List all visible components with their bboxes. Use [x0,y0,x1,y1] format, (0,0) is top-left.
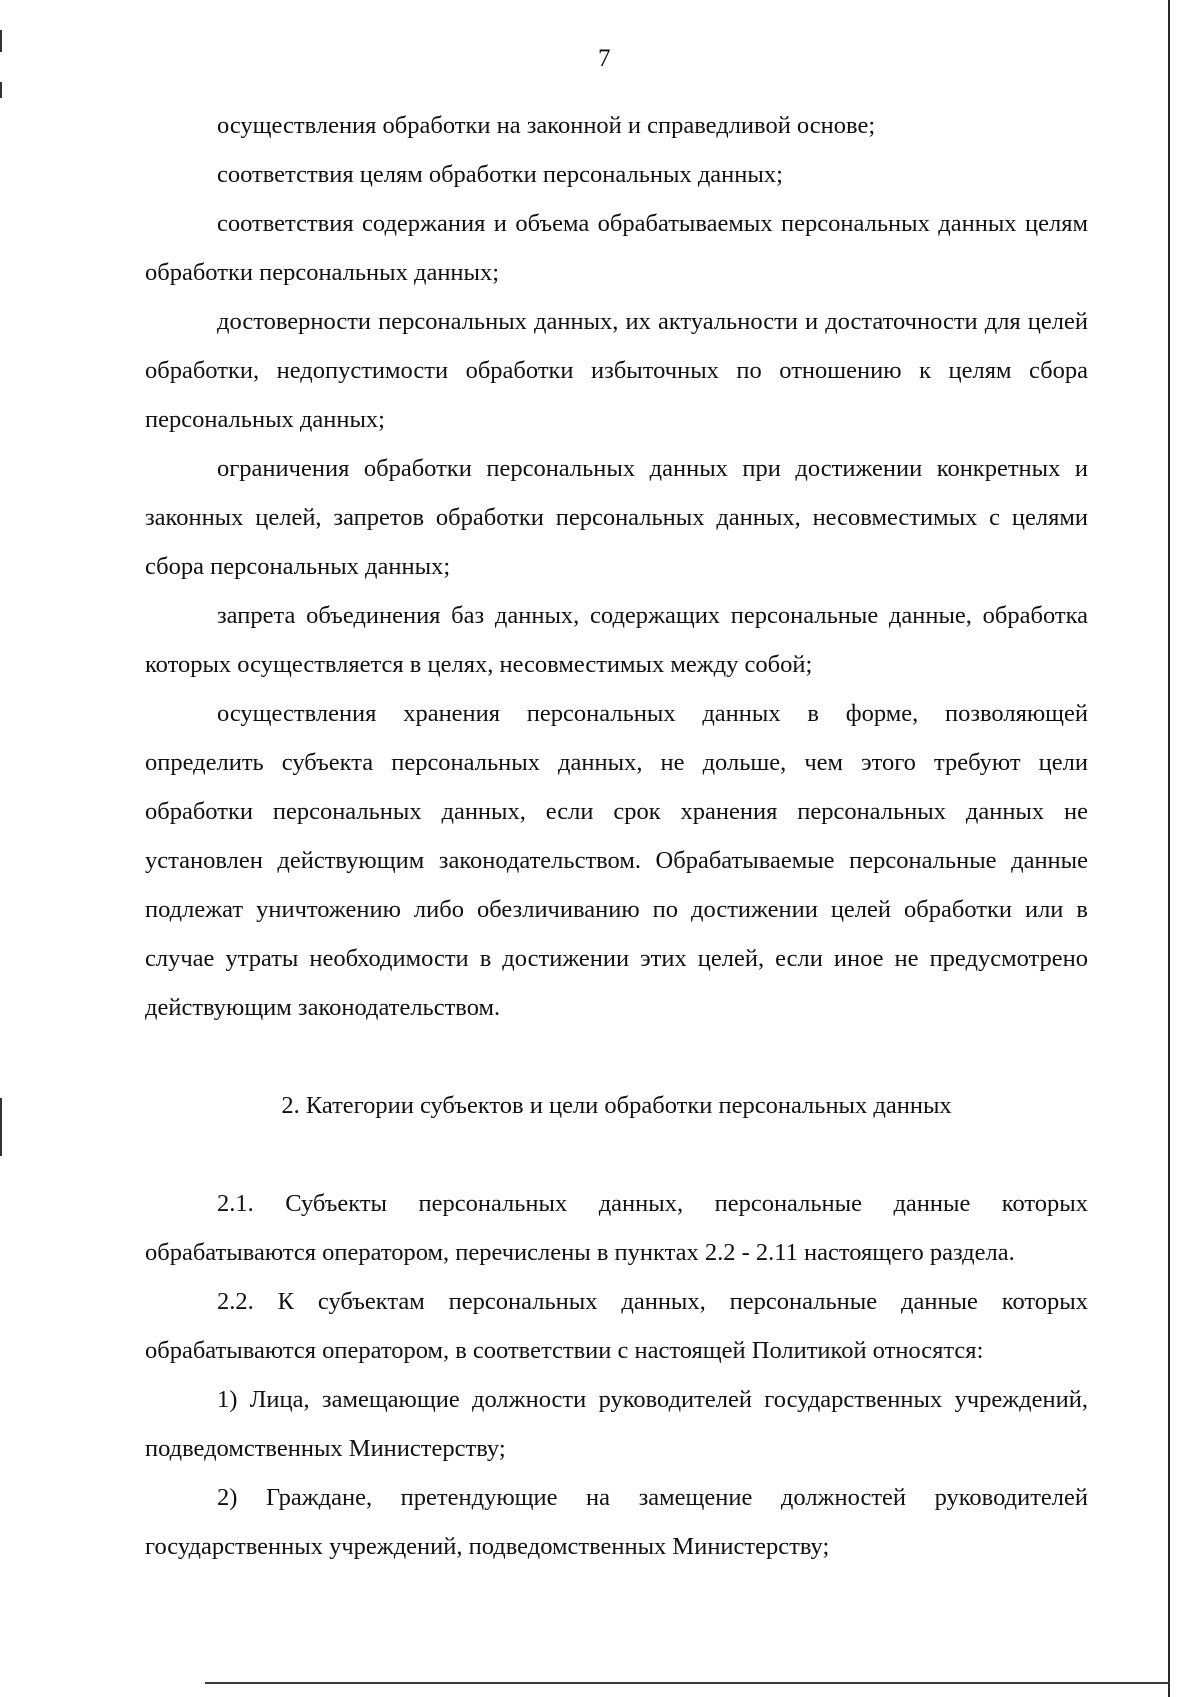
scan-edge-mark [0,82,2,98]
document-body [145,101,1088,1571]
page-number: 7 [598,45,611,72]
paragraph: соответствия целям обработки персональных данных; [217,161,783,188]
paragraph: запрета объединения баз данных, содержащих персональные данные, обработка которых осуществляется в целях, несовместимых между собой; [145,602,1088,678]
paragraph: осуществления хранения персональных данных в форме, позволяющей определить субъекта персональных данных, не дольше, чем этого требуют цели обработки персональных данных, если срок хранения персональных данных не установлен действующим законодательством. Обрабатываемые персональные данные подлежат уничтожению либо обезличиванию по достижении целей обработки или в случае утраты необходимости в достижении этих целей, если иное не предусмотрено действующим законодательством. [145,700,1088,1021]
paragraph: осуществления обработки на законной и справедливой основе; [217,112,876,139]
paragraph: 2.1. Субъекты персональных данных, персональные данные которых обрабатываются оператором, перечислены в пунктах 2.2 - 2.11 настоящего раздела. [145,1190,1088,1266]
section-heading: 2. Категории субъектов и цели обработки персональных данных [281,1092,952,1119]
paragraph: соответствия содержания и объема обрабатываемых персональных данных целям обработки персональных данных; [145,210,1088,286]
list-item: 2) Граждане, претендующие на замещение должностей руководителей государственных учреждений, подведомственных Министерству; [145,1484,1088,1560]
page-bottom-edge [205,1682,1170,1684]
list-item: 1) Лица, замещающие должности руководителей государственных учреждений, подведомственных Министерству; [145,1386,1088,1462]
paragraph: достоверности персональных данных, их актуальности и достаточности для целей обработки, недопустимости обработки избыточных по отношению к целям сбора персональных данных; [145,308,1088,433]
page-right-edge [1168,0,1170,1697]
scan-edge-mark [0,1098,2,1156]
paragraph: ограничения обработки персональных данных при достижении конкретных и законных целей, запретов обработки персональных данных, несовместимых с целями сбора персональных данных; [145,455,1088,580]
paragraph: 2.2. К субъектам персональных данных, персональные данные которых обрабатываются оператором, в соответствии с настоящей Политикой относятся: [145,1288,1088,1364]
scan-edge-mark [0,30,2,52]
